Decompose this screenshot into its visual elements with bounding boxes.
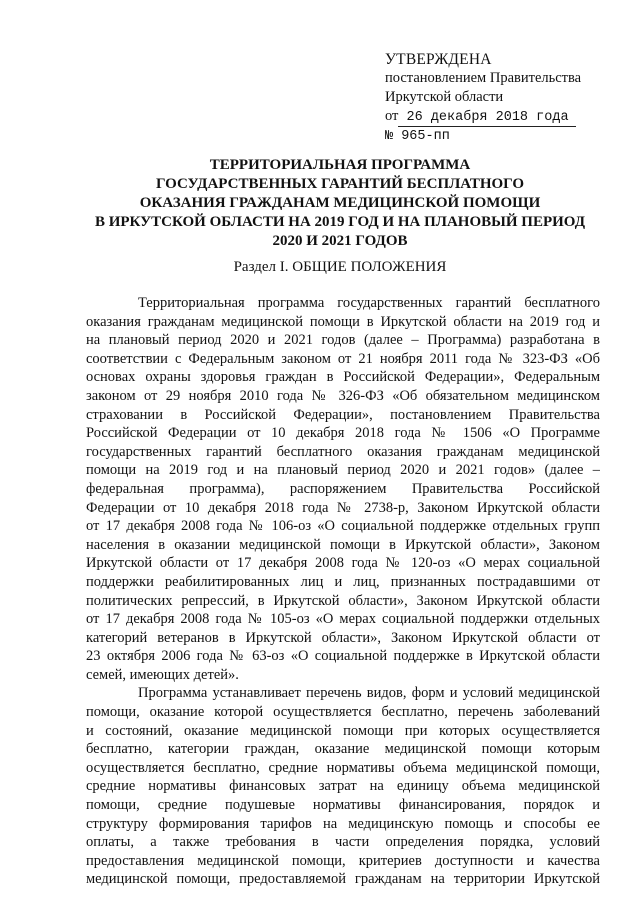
approval-date-row xyxy=(385,107,615,127)
paragraph xyxy=(86,684,600,889)
paragraph-line: государственных гарантий бесплатного оказания гражданам медицинской xyxy=(86,443,600,460)
title-line: ГОСУДАРСТВЕННЫХ ГАРАНТИЙ БЕСПЛАТНОГО xyxy=(155,176,524,192)
approval-date-prefix: от xyxy=(385,108,399,124)
paragraph-line: семей, имеющих детей». xyxy=(86,666,239,683)
paragraph-line: Территориальная программа государственных гарантий бесплатного xyxy=(138,295,600,311)
paragraph-line: законом от 29 ноября 2010 года № 326-ФЗ «Об обязательном медицинском xyxy=(86,387,600,404)
paragraph-line: помощи на 2019 год и на плановый период 2020 и 2021 годов» (далее – xyxy=(86,462,600,479)
paragraph-line: страховании в Российской Федерации», постановлением Правительства xyxy=(86,406,600,423)
approval-line-1: постановлением Правительства xyxy=(385,70,582,86)
title-line: ТЕРРИТОРИАЛЬНАЯ ПРОГРАММА xyxy=(209,157,471,173)
section-heading: Раздел I. ОБЩИЕ ПОЛОЖЕНИЯ xyxy=(233,259,447,275)
document-title xyxy=(60,156,620,251)
paragraph-line: основах охраны здоровья граждан в Российской Федерации», Федеральным xyxy=(86,369,600,386)
paragraph-line: от 17 декабря 2008 года № 105-оз «О мерах социальной поддержки отдельных xyxy=(86,611,600,628)
approval-date: 26 декабря 2018 года xyxy=(398,109,576,127)
paragraph-line: средние нормативы финансовых затрат на единицу объема медицинской xyxy=(86,778,600,795)
paragraph-line: от 17 декабря 2008 года № 106-оз «О социальной поддержке отдельных групп xyxy=(86,518,600,535)
paragraph-line: Федерации от 10 декабря 2018 года № 2738-р, Законом Иркутской области xyxy=(86,499,600,516)
paragraph-line: Программа устанавливает перечень видов, форм и условий медицинской xyxy=(138,685,600,702)
document-body xyxy=(86,294,600,889)
approval-line-2: Иркутской области xyxy=(385,89,504,105)
paragraph-line: поддержки реабилитированных лиц и лиц, признанных пострадавшими от xyxy=(86,573,600,590)
paragraph-line: оказания гражданам медицинской помощи в Иркутской области на 2019 год и xyxy=(86,313,600,330)
paragraph-line: на плановый период 2020 и 2021 годов (далее – Программа) разработана в xyxy=(86,332,600,349)
paragraph-line: политических репрессий, в Иркутской области», Законом Иркутской области xyxy=(86,592,600,609)
paragraph-line: соответствии с Федеральным законом от 21 ноября 2011 года № 323-ФЗ «Об xyxy=(86,350,600,367)
paragraph-line: бесплатно, категории граждан, оказание медицинской помощи которым xyxy=(86,741,600,758)
paragraph-line: населения в оказании медицинской помощи в Иркутской области», Законом xyxy=(86,536,600,553)
approval-stamp: УТВЕРЖДЕНА xyxy=(385,51,492,68)
paragraph-line: Российской Федерации от 10 декабря 2018 года № 1506 «О Программе xyxy=(86,425,600,442)
paragraph-line: и состояний, оказание медицинской помощи при которых осуществляется xyxy=(86,722,600,739)
paragraph xyxy=(86,294,600,684)
paragraph-line: оплаты, а также требования в части определения порядка, условий xyxy=(86,834,600,851)
paragraph-line: медицинской помощи, предоставляемой гражданам на территории Иркутской xyxy=(86,871,600,888)
paragraph-line: Иркутской области от 17 декабря 2008 года № 120-оз «О мерах социальной xyxy=(86,555,600,572)
paragraph-line: категорий ветеранов в Иркутской области», Законом Иркутской области от xyxy=(86,629,600,646)
paragraph-line: осуществляется бесплатно, средние нормативы объема медицинской помощи, xyxy=(86,759,600,776)
approval-number: № 965-пп xyxy=(385,129,450,144)
paragraph-line: структуру формирования тарифов на медицинскую помощь и способы ее xyxy=(86,815,600,832)
title-line: ОКАЗАНИЯ ГРАЖДАНАМ МЕДИЦИНСКОЙ ПОМОЩИ xyxy=(139,195,541,211)
paragraph-line: федеральная программа), распоряжением Правительства Российской xyxy=(86,480,600,497)
title-line: В ИРКУТСКОЙ ОБЛАСТИ НА 2019 ГОД И НА ПЛАНОВЫЙ ПЕРИОД xyxy=(94,214,586,230)
paragraph-line: 23 октября 2006 года № 63-оз «О социальной поддержке в Иркутской области xyxy=(86,648,600,665)
approval-block xyxy=(385,50,615,146)
paragraph-line: помощи, средние подушевые нормативы финансирования, порядок и xyxy=(86,797,600,814)
title-line: 2020 И 2021 ГОДОВ xyxy=(272,233,408,249)
paragraph-line: помощи, оказание которой осуществляется бесплатно, перечень заболеваний xyxy=(86,704,600,721)
paragraph-line: предоставления медицинской помощи, критериев доступности и качества xyxy=(86,852,600,869)
